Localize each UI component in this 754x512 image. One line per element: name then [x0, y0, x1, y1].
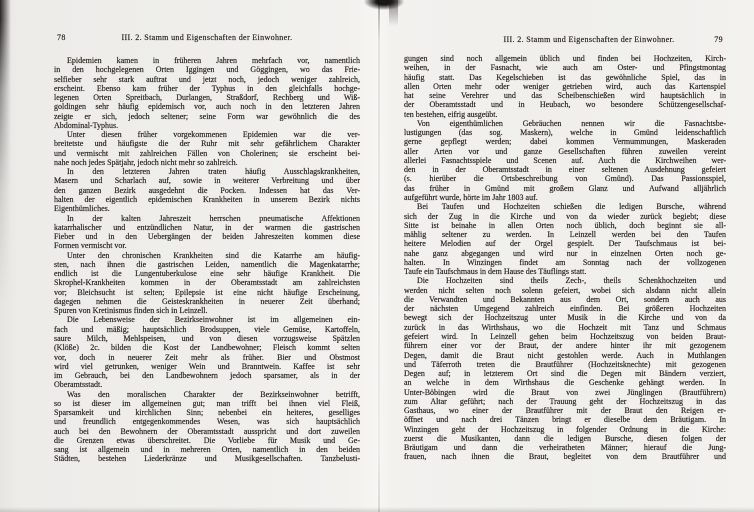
text-line: das früher in Gmünd mit großem Glanz und Aufwand alljährlich — [404, 183, 726, 193]
running-title-left: III. 2. Stamm und Eigenschaften der Einwohner. — [121, 33, 293, 42]
text-line: erscheint. Ebenso kam früher der Typhus in den gleichfalls hochge- — [54, 83, 360, 93]
text-line: der Oberamtsstadt und in Heubach, wo besondere Schützengesellschaf- — [404, 100, 726, 110]
text-line: goldingen sehr häufig epidemisch vor, auch noch in den letzteren Jahren — [54, 102, 360, 112]
paragraph — [54, 251, 360, 316]
book-gutter — [378, 0, 380, 512]
text-line: zurück in das Wirthshaus, wo die Hochzeit mit Tanz und Schmaus — [404, 322, 726, 332]
text-line: im Gebrauch, bei den Landbewohnern jedoch sparsamer, als in der — [54, 371, 360, 381]
text-line: häufig statt. Das Kegelschieben ist das gewöhnliche Spiel, das in — [404, 72, 726, 82]
text-line: (Klöße) 2c. bilden die Kost der Landbewohner; Fleisch kommt selten — [54, 343, 360, 353]
text-line: mählig seltener zu werden. In Leinzell werden bei den Taufen — [404, 230, 726, 240]
text-line: sten, nach ihnen die gastrischen Leiden, namentlich die Magenkatarrhe; — [54, 259, 360, 269]
text-line: Unter diesen früher vorgekommenen Epidemien war die ver- — [67, 130, 360, 140]
text-line: bewegt sich der Hochzeitszug unter Musik in die Kirche und von da — [404, 313, 726, 323]
text-line: allerlei Fasnachtsspiele und Scenen auf. Auch die Kirchweihen wer- — [404, 155, 726, 165]
text-line: die Verwandten und Bekannten aus dem Ort, sondern auch aus — [404, 294, 726, 304]
text-line: In den letzteren Jahren traten häufig Ausschlagskrankheiten, — [67, 167, 360, 177]
text-line: breitetste und häufigste die der Ruhr mit sehr gefährlichem Charakter — [54, 139, 360, 149]
text-line: Bräutigam und dann die verheiratheten Männer; hierauf die Jung- — [404, 443, 726, 453]
text-line: Städten, bestehen Liederkränze und Musikgesellschaften. Tanzbelusti- — [54, 454, 360, 464]
text-line: aller Arten vor und ganze Gesellschaften führen zuweilen vereint — [404, 146, 726, 156]
scan-left-edge-shadow — [0, 0, 11, 320]
text-line: saure Milch, Mehlspeisen, und von diesen vorzugsweise Spätzlen — [54, 333, 360, 343]
text-line: dagegen nehmen die Geisteskrankheiten in neuerer Zeit überhand; — [54, 296, 360, 306]
text-line: Von eigenthümlichen Gebräuchen nennen wir die Fasnachtsbe- — [417, 118, 726, 128]
text-line: an welche in dem Wirthshaus die Geschenke gehängt werden. In — [404, 378, 726, 388]
text-line: heitere Melodien auf der Orgel gespielt. Der Taufschmaus ist bei- — [404, 239, 726, 249]
text-line: halten der eigentlich epidemischen Krankheiten in unserem Bezirk nichts — [54, 194, 360, 204]
text-line: führern einer vor der Braut, der andere hinter ihr mit gezogenem — [404, 341, 726, 351]
text-line: sich der Zug in die Kirche und von da wieder zurück begiebt; diese — [404, 211, 726, 221]
page-number-left: 78 — [57, 33, 66, 42]
text-line: frauen, nach ihnen die Braut, begleitet von dem Brautführer und — [404, 452, 726, 462]
text-line: Was den moralischen Charakter der Bezirkseinwohner betrifft, — [67, 389, 360, 399]
text-line: öffnet und nach drei Tänzen bringt er dieselbe dem Bräutigam. In — [404, 415, 726, 425]
paragraph — [404, 276, 726, 461]
page-text-left — [54, 56, 360, 464]
paragraph — [54, 214, 360, 251]
text-line: Degen, damit die Braut nicht gestohlen werde. Auch in Muthlangen — [404, 350, 726, 360]
scan-bottom-edge-shadow — [0, 507, 754, 512]
text-line: sang ist allgemein und in mehreren Orten, namentlich in den beiden — [54, 445, 360, 455]
text-line: und freundlich entgegenkommendes Wesen, was sich hauptsächlich — [54, 417, 360, 427]
paragraph — [404, 54, 726, 119]
paragraph — [404, 202, 726, 276]
text-line: Unter-Böbingen wird die Braut von zwei Jünglingen (Brautführern) — [404, 387, 726, 397]
text-line: ten bestehen, eifrig ausgeübt. — [404, 109, 498, 119]
text-line: Formen vermischt vor. — [54, 241, 127, 251]
text-line: Taufe ein Taufschmaus in dem Hause des Täuflings statt. — [404, 267, 587, 277]
page-number-right: 79 — [714, 35, 723, 44]
text-line: zum Altar geführt; nach der Trauung geht der Hochzeitszug in das — [404, 396, 726, 406]
text-line: Sparsamkeit und kirchlichen Sinn; nebenbei ein heiteres, geselliges — [54, 408, 360, 418]
text-line: Winzingen geht der Hochzeitszug in folgender Ordnung in die Kirche: — [404, 424, 726, 434]
text-line: katarrhalischer und entzündlichen Natur, in der warmen die gastrischen — [54, 222, 360, 232]
text-line: Degen auf; in letzterem Ort sind die Degen mit Bändern verziert, — [404, 369, 726, 379]
gutter-top-shadow — [364, 0, 404, 10]
gutter-top-streak — [389, 0, 398, 26]
text-line: Bei Taufen und Hochzeiten schießen die ledigen Bursche, während — [417, 202, 726, 212]
paragraph — [54, 315, 360, 389]
text-line: nahe noch jedes Spätjahr, jedoch nicht mehr so zahlreich. — [54, 157, 238, 167]
text-line: fach und mäßig; hauptsächlich Brodsuppen, viele Gemüse, Kartoffeln, — [54, 324, 360, 334]
text-line: werden nicht selten noch solenn gefeiert, wobei sich alsdann nicht allein — [404, 285, 726, 295]
text-line: den in der Oberamtsstadt in einer seltenen Ausdehnung gefeiert — [404, 165, 726, 175]
text-line: halten. In Winzingen findet am Sonntag nach der vollzogenen — [404, 257, 726, 267]
text-line: Sitte ist beinahe in allen Orten noch üblich, doch beginnt sie all- — [404, 220, 726, 230]
text-line: legenen Orten Spreitbach, Durlangen, Straßdorf, Rechberg und Wiß- — [54, 93, 360, 103]
text-line: lustigungen (das sog. Maskern), welche in Gmünd leidenschaftlich — [404, 128, 726, 138]
text-line: auch bei den Bewohnern der Oberamtsstadt ausspricht und dort zuweilen — [54, 426, 360, 436]
text-line: Epidemien kamen in früheren Jahren mehrfach vor, namentlich — [67, 56, 360, 65]
text-line: gerne gepflegt werden; dabei kommen Vermummungen, Maskeraden — [404, 137, 726, 147]
page-text-right — [404, 54, 726, 462]
text-line: selfieber sehr stark auftrat und jetzt noch, jedoch weniger zahlreich, — [54, 74, 360, 84]
text-line: und vermischt mit zahlreichen Fällen von Cholerinen; sie erscheint bei- — [54, 148, 360, 158]
text-line: Abdominal-Typhus. — [54, 120, 119, 130]
text-line: endlich ist die Lungentuberkulose eine sehr häufige Krankheit. Die — [54, 269, 360, 279]
paragraph — [54, 390, 360, 464]
running-title-right: III. 2. Stamm und Eigenschaften der Einwohner. — [503, 35, 675, 44]
text-line: Eigenthümliches. — [54, 204, 110, 214]
text-line: Fieber und in den Uebergängen der beiden Jahreszeiten kommen diese — [54, 232, 360, 242]
paragraph — [54, 56, 360, 130]
text-line: hat seine Verehrer und das Scheibenschießen wird hauptsächlich in — [404, 91, 726, 101]
text-line: vor; Bleichsucht ist selten; Epilepsie ist eine nicht häufige Erscheinung, — [54, 287, 360, 297]
text-line: vor, doch in neuerer Zeit mehr als früher. Bier und Obstmost — [54, 352, 360, 362]
text-line: in den hochgelegenen Orten Iggingen und Göggingen, wo das Frie- — [54, 65, 360, 75]
text-line: Oberamtsstadt. — [54, 380, 103, 390]
text-line: zeigte er sich, jedoch seltener; seine Form war gewöhnlich die des — [54, 111, 360, 121]
paragraph — [404, 119, 726, 202]
text-line: allen Orten mehr oder weniger getrieben wird, auch das Kartenspiel — [404, 81, 726, 91]
running-header-left — [54, 33, 360, 45]
text-line: zuerst die Musikanten, dann die ledigen Bursche, diesen folgen der — [404, 433, 726, 443]
text-line: Die Hochzeiten sind theils Zech-, theils Schenkhochzeiten und — [417, 276, 726, 286]
running-header-right — [404, 35, 726, 47]
text-line: Masern und Scharlach auf, sowie in weiterer Verbreitung und über — [54, 176, 360, 186]
text-line: und Täferroth treten die Brautführer (Hochzeitsknechte) mit gezogenen — [404, 359, 726, 369]
text-line: Gasthaus, wo einer der Brautführer mit der Braut den Reigen er- — [404, 406, 726, 416]
text-line: gefeiert wird. In Leinzell gehen beim Hochzeitszug von beiden Braut- — [404, 331, 726, 341]
text-line: In der kalten Jahreszeit herrschen pneumatische Affektionen — [67, 213, 360, 223]
paragraph — [54, 167, 360, 213]
text-line: wird viel getrunken, weniger Wein und Branntwein. Kaffee ist sehr — [54, 361, 360, 371]
text-line: nahe ganz abgegangen und wird nur in einzelnen Orten noch ge- — [404, 248, 726, 258]
text-line: aufgeführt wurde, hörte im Jahr 1803 auf. — [404, 192, 538, 202]
text-line: gungen sind noch allgemein üblich und finden bei Hochzeiten, Kirch- — [404, 54, 726, 63]
text-line: (s. hierüber die Ortsbeschreibung von Gmünd). Das Passionsspiel, — [404, 174, 726, 184]
text-line: die Grenzen etwas überschreitet. Die Vorliebe für Musik und Ge- — [54, 435, 360, 445]
paragraph — [54, 130, 360, 167]
text-line: Skrophel-Krankheiten kommen in der Oberamtsstadt am zahlreichsten — [54, 278, 360, 288]
text-line: Die Lebensweise der Bezirkseinwohner ist im allgemeinen ein- — [67, 315, 360, 325]
text-line: der nächsten Umgegend zahlreich einfinden. Bei größeren Hochzeiten — [404, 304, 726, 314]
text-line: den ganzen Bezirk ausgedehnt die Pocken. Indessen hat das Ver- — [54, 185, 360, 195]
text-line: Spuren von Kretinismus finden sich in Leinzell. — [54, 306, 208, 316]
text-line: weihen, in der Fasnacht, wie auch am Oster- und Pfingstmontag — [404, 63, 726, 73]
text-line: so ist dieser im allgemeinen gut; man trifft bei ihnen viel Fleiß, — [54, 398, 360, 408]
text-line: Unter den chronischen Krankheiten sind die Katarrhe am häufig- — [67, 250, 360, 260]
